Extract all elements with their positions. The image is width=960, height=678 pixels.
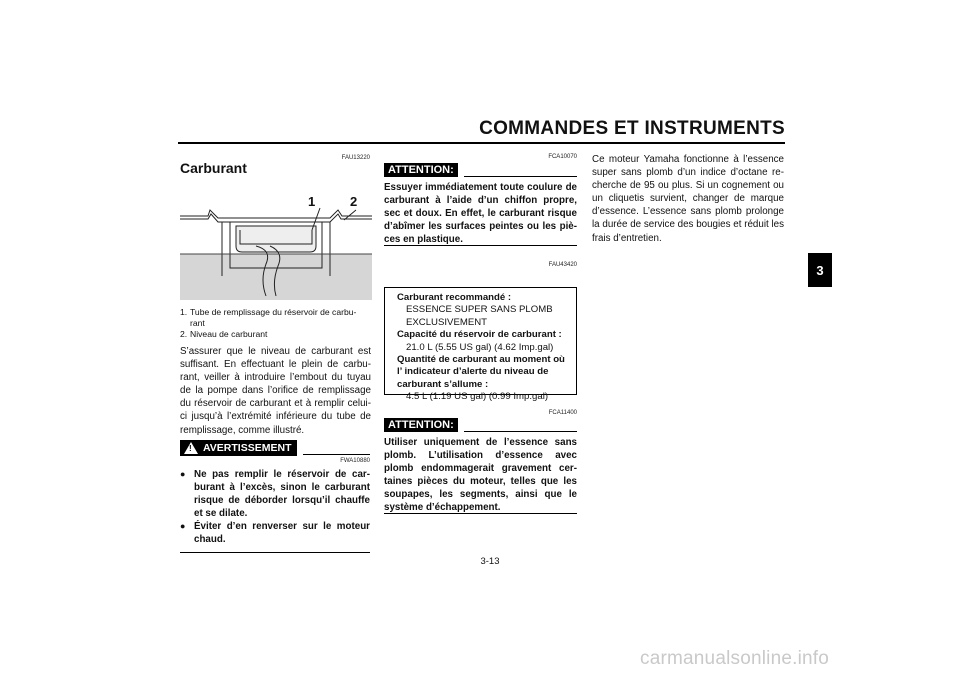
attention-end-rule [384, 513, 577, 514]
attention-header [384, 418, 577, 432]
warning-code: FWA10880 [340, 458, 370, 464]
warning-rule [303, 454, 370, 455]
page-header-title: COMMANDES ET INSTRUMENTS [479, 118, 785, 139]
warning-end-rule [180, 552, 370, 553]
spec-label: Quantité de carburant au moment où [397, 354, 565, 366]
caption-item: 2. Niveau de carburant [180, 329, 268, 339]
chapter-tab: 3 [808, 253, 832, 287]
warning-bullet: ● Éviter d’en renverser sur le moteur chaud. [180, 521, 370, 546]
attention-code: FCA10070 [548, 154, 577, 160]
attention-text: Essuyer immédiatement toute coulure de carburant à l’aide d’un chiffon propre, sec et doux. En effet, le carburant risque d’abîmer les surfaces peintes ou les piè-ces en plastique. [384, 182, 577, 246]
spec-label: Carburant recommandé : [397, 292, 512, 303]
caption-continuation: rant [190, 318, 205, 328]
spec-code: FAU43420 [548, 262, 577, 268]
page-number: 3-13 [480, 556, 500, 567]
attention-text: Utiliser uniquement de l’essence sans plomb. L’utilisation d’essence avec plomb endommagerait gravement cer-taines pièces du moteur, telles que les soupapes, les segments, ainsi que le système d’échappement. [384, 437, 577, 514]
spec-value: 4.5 L (1.19 US gal) (0.99 Imp.gal) [406, 391, 549, 403]
attention-rule [464, 176, 577, 177]
attention-label: ATTENTION: [384, 163, 458, 177]
header-divider [178, 142, 785, 144]
attention-label: ATTENTION: [384, 418, 458, 432]
watermark: carmanualsonline.info [640, 648, 830, 669]
section-code: FAU13220 [341, 155, 370, 161]
section-title: Carburant [180, 160, 247, 176]
attention-header [384, 163, 577, 177]
spec-label: Capacité du réservoir de carburant : [397, 329, 562, 341]
warning-label: ! AVERTISSEMENT [180, 440, 297, 456]
bullet-icon: ● [180, 521, 186, 532]
spec-label: l’ indicateur d’alerte du niveau de [397, 366, 549, 378]
attention-code: FCA11400 [548, 410, 577, 416]
attention-end-rule [384, 245, 577, 246]
fuel-paragraph: S’assurer que le niveau de carburant est suffisant. En effectuant le plein de carbu-rant, veiller à introduire l’embout du tuyau de la pompe dans l’orifice de remplissage du réservoir de carburant et à remplir celui-ci jusqu’à l’extrémité inférieure du tube de remplissage, comme illustré. [180, 346, 371, 436]
spec-label: carburant s’allume : [397, 378, 489, 390]
spec-value: 21.0 L (5.55 US gal) (4.62 Imp.gal) [406, 341, 554, 353]
fuel-filler-diagram [180, 196, 372, 300]
figure-label-2: 2 [350, 194, 358, 209]
fuel-spec-box [384, 287, 577, 403]
figure-label-1: 1 [308, 194, 316, 209]
octane-paragraph: Ce moteur Yamaha fonctionne à l’essence super sans plomb d’un indice d’octane re-cherche de 95 ou plus. Si un cognement ou un cliquetis survient, changer de marque d’essence. L’essence sans plomb prolonge la durée de service des bougies et réduit les frais d’entretien. [592, 154, 784, 244]
fuel-tank-illustration [180, 196, 372, 300]
figure-captions [180, 307, 372, 340]
warning-box [180, 440, 370, 553]
bullet-icon: ● [180, 469, 186, 479]
spec-value: ESSENCE SUPER SANS PLOMB [406, 304, 553, 316]
spec-value: EXCLUSIVEMENT [406, 316, 488, 328]
warning-triangle-icon: ! [184, 442, 198, 454]
caption-item: 1. Tube de remplissage du réservoir de carbu- [180, 307, 357, 317]
warning-bullet: ● Ne pas remplir le réservoir de car-burant à l’excès, sinon le carburant risque de déborder lorsqu’il chauffe et se dilate. [180, 469, 370, 520]
attention-rule [464, 431, 577, 432]
